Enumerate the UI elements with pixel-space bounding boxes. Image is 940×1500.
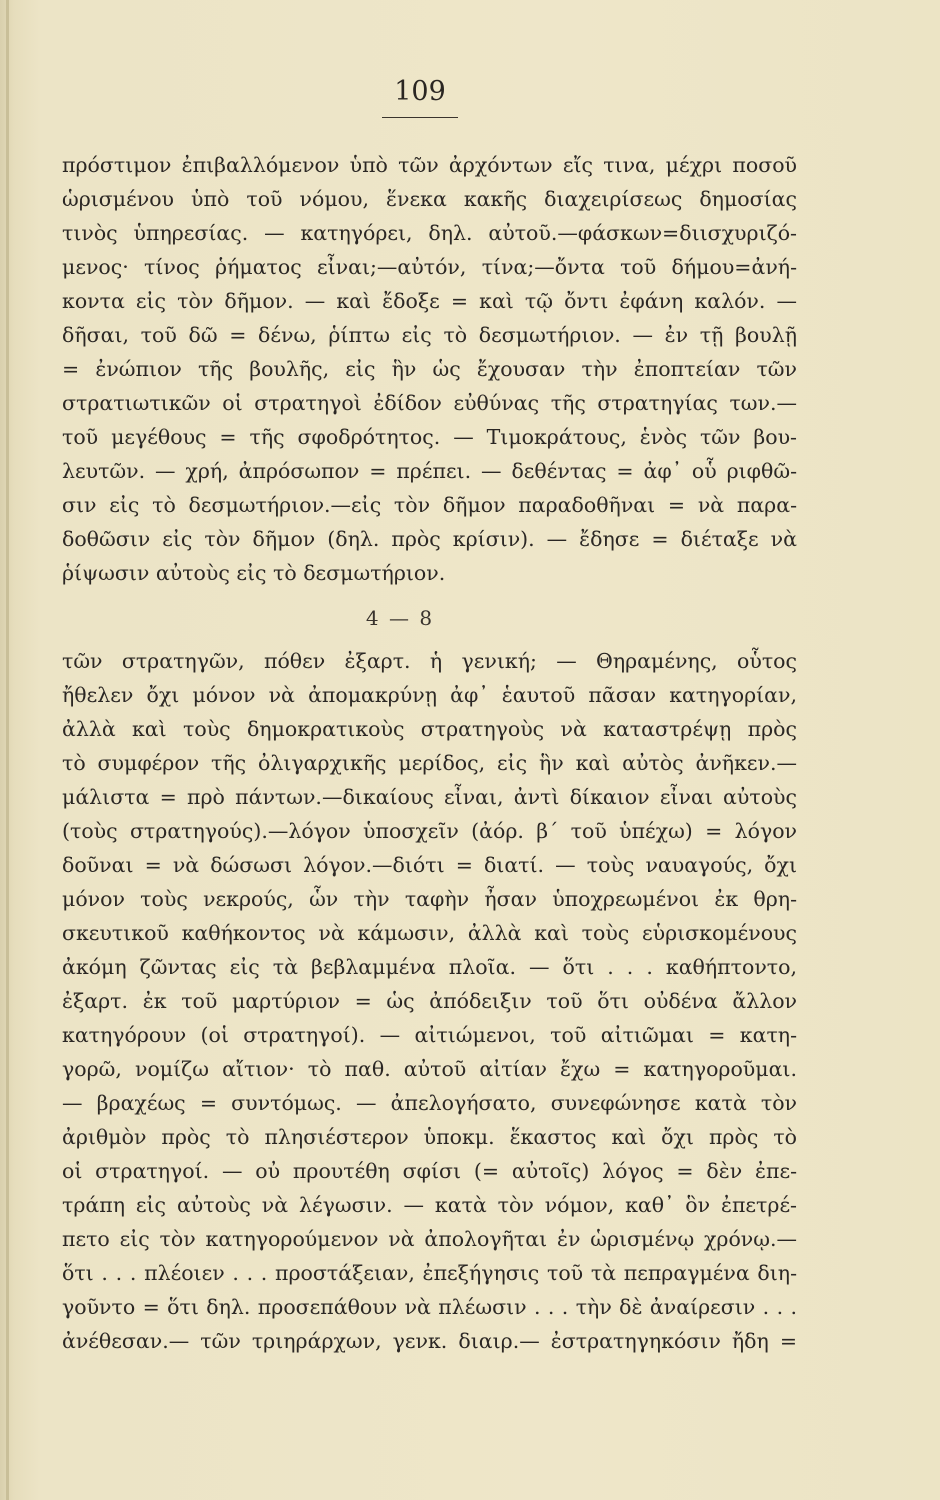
text-line: σκευτικοῦ καθήκοντος νὰ κάμωσιν, ἀλλὰ καὶ τοὺς εὑρισκομένους	[62, 921, 797, 945]
text-line: ἐξαρτ. ἐκ τοῦ μαρτύριον = ὡς ἀπόδειξιν τοῦ ὅτι οὐδένα ἄλλον	[62, 989, 797, 1013]
text-line: ὡρισμένου ὑπὸ τοῦ νόμου, ἕνεκα κακῆς διαχειρίσεως δημοσίας	[62, 187, 797, 211]
text-line: οἱ στρατηγοί. — οὐ προυτέθη σφίσι (= αὐτοῖς) λόγος = δὲν ἐπε-	[62, 1159, 797, 1183]
text-line: ῥίψωσιν αὐτοὺς εἰς τὸ δεσμωτήριον.	[62, 561, 446, 585]
text-line: μάλιστα = πρὸ πάντων.—δικαίους εἶναι, ἀντὶ δίκαιον εἶναι αὐτοὺς	[62, 785, 797, 809]
text-line: = ἐνώπιον τῆς βουλῆς, εἰς ἣν ὡς ἔχουσαν τὴν ἐποπτείαν τῶν	[62, 357, 797, 381]
page-number-rule	[382, 117, 458, 118]
binding-edge	[6, 0, 9, 1500]
text-line: — βραχέως = συντόμως. — ἀπελογήσατο, συνεφώνησε κατὰ τὸν	[62, 1091, 797, 1115]
text-line: μενος· τίνος ῥήματος εἶναι;—αὐτόν, τίνα;—ὄντα τοῦ δήμου=ἀνή-	[62, 255, 797, 279]
text-line: τὸ συμφέρον τῆς ὀλιγαρχικῆς μερίδος, εἰς ἣν καὶ αὐτὸς ἀνῆκεν.—	[62, 751, 797, 775]
text-line: ἀριθμὸν πρὸς τὸ πλησιέστερον ὑποκμ. ἕκαστος καὶ ὄχι πρὸς τὸ	[62, 1125, 797, 1149]
section-heading: 4 — 8	[365, 606, 435, 630]
text-line: κατηγόρουν (οἱ στρατηγοί). — αἰτιώμενοι, τοῦ αἰτιῶμαι = κατη-	[62, 1023, 797, 1047]
paragraph-1	[62, 148, 797, 590]
paragraph-2	[62, 644, 797, 1358]
text-line: σιν εἰς τὸ δεσμωτήριον.—εἰς τὸν δῆμον παραδοθῆναι = νὰ παρα-	[62, 493, 797, 517]
text-line: τοῦ μεγέθους = τῆς σφοδρότητος. — Τιμοκράτους, ἑνὸς τῶν βου-	[62, 425, 797, 449]
text-line: τινὸς ὑπηρεσίας. — κατηγόρει, δηλ. αὐτοῦ.—φάσκων=διισχυριζό-	[62, 221, 797, 245]
text-line: πετο εἰς τὸν κατηγορούμενον νὰ ἀπολογῆται ἐν ὡρισμένῳ χρόνῳ.—	[62, 1227, 797, 1251]
text-line: ὅτι . . . πλέοιεν . . . προστάξειαν, ἐπεξήγησις τοῦ τὰ πεπραγμένα διη-	[62, 1261, 797, 1285]
text-line: (τοὺς στρατηγούς).—λόγον ὑποσχεῖν (ἀόρ. β΄ τοῦ ὑπέχω) = λόγον	[62, 819, 797, 843]
text-line: ἤθελεν ὄχι μόνον νὰ ἀπομακρύνῃ ἀφ᾿ ἑαυτοῦ πᾶσαν κατηγορίαν,	[62, 683, 797, 707]
text-line: μόνον τοὺς νεκρούς, ὧν τὴν ταφὴν ἦσαν ὑποχρεωμένοι ἐκ θρη-	[62, 887, 797, 911]
text-line: δοθῶσιν εἰς τὸν δῆμον (δηλ. πρὸς κρίσιν). — ἔδησε = διέταξε νὰ	[62, 527, 797, 551]
text-line: τράπη εἰς αὐτοὺς νὰ λέγωσιν. — κατὰ τὸν νόμον, καθ᾿ ὃν ἐπετρέ-	[62, 1193, 797, 1217]
text-line: λευτῶν. — χρή, ἀπρόσωπον = πρέπει. — δεθέντας = ἀφ᾿ οὗ ριφθῶ-	[62, 459, 797, 483]
text-line: δοῦναι = νὰ δώσωσι λόγον.—διότι = διατί. — τοὺς ναυαγούς, ὄχι	[62, 853, 797, 877]
text-line: ἀλλὰ καὶ τοὺς δημοκρατικοὺς στρατηγοὺς νὰ καταστρέψῃ πρὸς	[62, 717, 797, 741]
text-line: ἀνέθεσαν.— τῶν τριηράρχων, γενκ. διαιρ.— ἐστρατηγηκόσιν ἤδη =	[62, 1329, 797, 1353]
text-line: ἀκόμη ζῶντας εἰς τὰ βεβλαμμένα πλοῖα. — ὅτι . . . καθήπτοντο,	[62, 955, 797, 979]
text-line: πρόστιμον ἐπιβαλλόμενον ὑπὸ τῶν ἀρχόντων εἴς τινα, μέχρι ποσοῦ	[62, 153, 797, 177]
text-line: γοῦντο = ὅτι δηλ. προσεπάθουν νὰ πλέωσιν . . . τὴν δὲ ἀναίρεσιν . . .	[62, 1295, 797, 1319]
text-line: στρατιωτικῶν οἱ στρατηγοὶ ἐδίδον εὐθύνας τῆς στρατηγίας των.—	[62, 391, 797, 415]
text-line: δῆσαι, τοῦ δῶ = δένω, ῥίπτω εἰς τὸ δεσμωτήριον. — ἐν τῇ βουλῇ	[62, 323, 797, 347]
text-line: κοντα εἰς τὸν δῆμον. — καὶ ἔδοξε = καὶ τῷ ὄντι ἐφάνη καλόν. —	[62, 289, 797, 313]
page-number: 109	[394, 76, 446, 107]
text-line: τῶν στρατηγῶν, πόθεν ἐξαρτ. ἡ γενική; — Θηραμένης, οὗτος	[62, 649, 797, 673]
text-line: γορῶ, νομίζω αἴτιον· τὸ παθ. αὐτοῦ αἰτίαν ἔχω = κατηγοροῦμαι.	[62, 1057, 797, 1081]
